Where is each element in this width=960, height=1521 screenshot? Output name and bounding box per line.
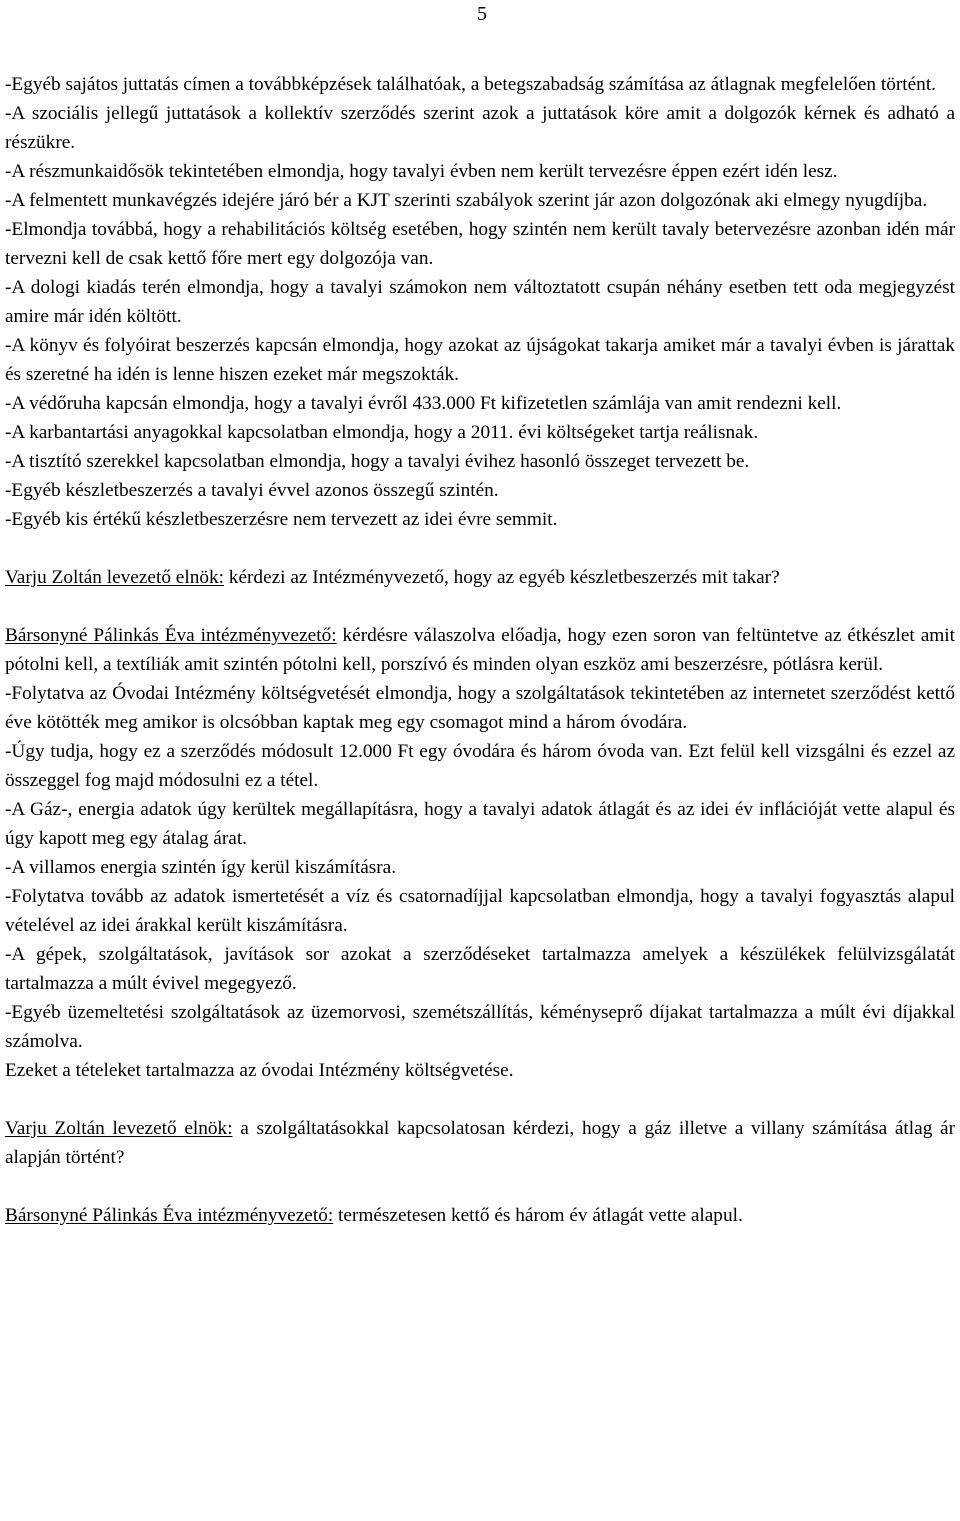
paragraph: -A karbantartási anyagokkal kapcsolatban elmondja, hogy a 2011. évi költségeket tartja reálisnak. — [5, 422, 759, 443]
paragraph: -A szociális jellegű juttatások a kollektív szerződés szerint azok a juttatások köre amit a dolgozók kérnek és adható a részükre. — [5, 103, 955, 153]
paragraph: -A villamos energia szintén így kerül kiszámításra. — [5, 857, 397, 878]
statement-text: a szolgáltatásokkal kapcsolatosan kérdezi, hogy a gáz illetve a villany számítása átlag ár alapján történt? — [5, 1118, 955, 1168]
page-number: 5 — [477, 3, 487, 25]
paragraph-gap — [5, 1085, 955, 1114]
paragraph: -Egyéb készletbeszerzés a tavalyi évvel azonos összegű szintén. — [5, 480, 499, 501]
paragraph: -Folytatva tovább az adatok ismertetését a víz és csatornadíjjal kapcsolatban elmondja, hogy a tavalyi fogyasztás alapul vételével az idei árakkal került kiszámításra. — [5, 886, 955, 936]
statement-chair-question — [5, 563, 955, 592]
statement-chair-question — [5, 1114, 955, 1172]
document-body — [5, 70, 955, 1230]
paragraph: -A részmunkaidősök tekintetében elmondja, hogy tavalyi évben nem került tervezésre éppen ezért idén lesz. — [5, 161, 838, 182]
paragraph: -A dologi kiadás terén elmondja, hogy a tavalyi számokon nem változtatott csupán néhány esetben tett oda megjegyzést amire már idén költött. — [5, 277, 955, 327]
paragraph-gap — [5, 1172, 955, 1201]
paragraph: -A gépek, szolgáltatások, javítások sor azokat a szerződéseket tartalmazza amelyek a készülékek felülvizsgálatát tartalmazza a múlt évivel megegyező. — [5, 944, 955, 994]
paragraph: -Folytatva az Óvodai Intézmény költségvetését elmondja, hogy a szolgáltatások tekintetében az internetet szerződést kettő éve kötötték meg amikor is olcsóbban kaptak meg egy csomagot mind a három óvodára. — [5, 683, 955, 733]
paragraph: -A tisztító szerekkel kapcsolatban elmondja, hogy a tavalyi évihez hasonló összeget tervezett be. — [5, 451, 750, 472]
paragraph: -A könyv és folyóirat beszerzés kapcsán elmondja, hogy azokat az újságokat takarja amiket már a tavalyi évben is járattak és szeretné ha idén is lenne hiszen ezeket már megszokták. — [5, 335, 955, 385]
paragraph: -Egyéb sajátos juttatás címen a továbbképzések találhatóak, a betegszabadság számítása az átlagnak megfelelően történt. — [5, 74, 936, 95]
speaker-name: Varju Zoltán levezető elnök: — [5, 1118, 233, 1139]
paragraph: -Egyéb üzemeltetési szolgáltatások az üzemorvosi, szemétszállítás, kéményseprő díjakat tartalmazza a múlt évi díjakkal számolva. — [5, 1002, 955, 1052]
paragraph: -Úgy tudja, hogy ez a szerződés módosult 12.000 Ft egy óvodára és három óvoda van. Ezt felül kell vizsgálni és ezzel az összeggel fog majd módosulni ez a tétel. — [5, 741, 955, 791]
speaker-name: Bársonyné Pálinkás Éva intézményvezető: — [5, 625, 337, 646]
paragraph: -A védőruha kapcsán elmondja, hogy a tavalyi évről 433.000 Ft kifizetetlen számlája van amit rendezni kell. — [5, 393, 842, 414]
statement-text: természetesen kettő és három év átlagát vette alapul. — [333, 1205, 743, 1226]
speaker-name: Bársonyné Pálinkás Éva intézményvezető: — [5, 1205, 334, 1226]
paragraph-gap — [5, 592, 955, 621]
paragraph-gap — [5, 534, 955, 563]
statement-text: kérdésre válaszolva előadja, hogy ezen soron van feltüntetve az étkészlet amit pótolni kell, a textíliák amit szintén pótolni kell, porszívó és minden olyan eszköz ami beszerzésre, pótlásra kerül. — [5, 625, 955, 675]
paragraph: -A Gáz-, energia adatok úgy kerültek megállapításra, hogy a tavalyi adatok átlagát és az idei év inflációját vette alapul és úgy kapott meg egy átalag árat. — [5, 799, 955, 849]
paragraph: -Egyéb kis értékű készletbeszerzésre nem tervezett az idei évre semmit. — [5, 509, 558, 530]
statement-director-answer — [5, 621, 955, 679]
paragraph: -Elmondja továbbá, hogy a rehabilitációs költség esetében, hogy szintén nem került tavaly betervezésre azonban idén már tervezni kell de csak kettő főre mert egy dolgozója van. — [5, 219, 955, 269]
paragraph: -A felmentett munkavégzés idejére járó bér a KJT szerinti szabályok szerint jár azon dolgozónak aki elmegy nyugdíjba. — [5, 190, 928, 211]
speaker-name: Varju Zoltán levezető elnök: — [5, 567, 224, 588]
paragraph: Ezeket a tételeket tartalmazza az óvodai Intézmény költségvetése. — [5, 1060, 514, 1081]
statement-director-answer — [5, 1201, 955, 1230]
statement-text: kérdezi az Intézményvezető, hogy az egyéb készletbeszerzés mit takar? — [223, 567, 780, 588]
